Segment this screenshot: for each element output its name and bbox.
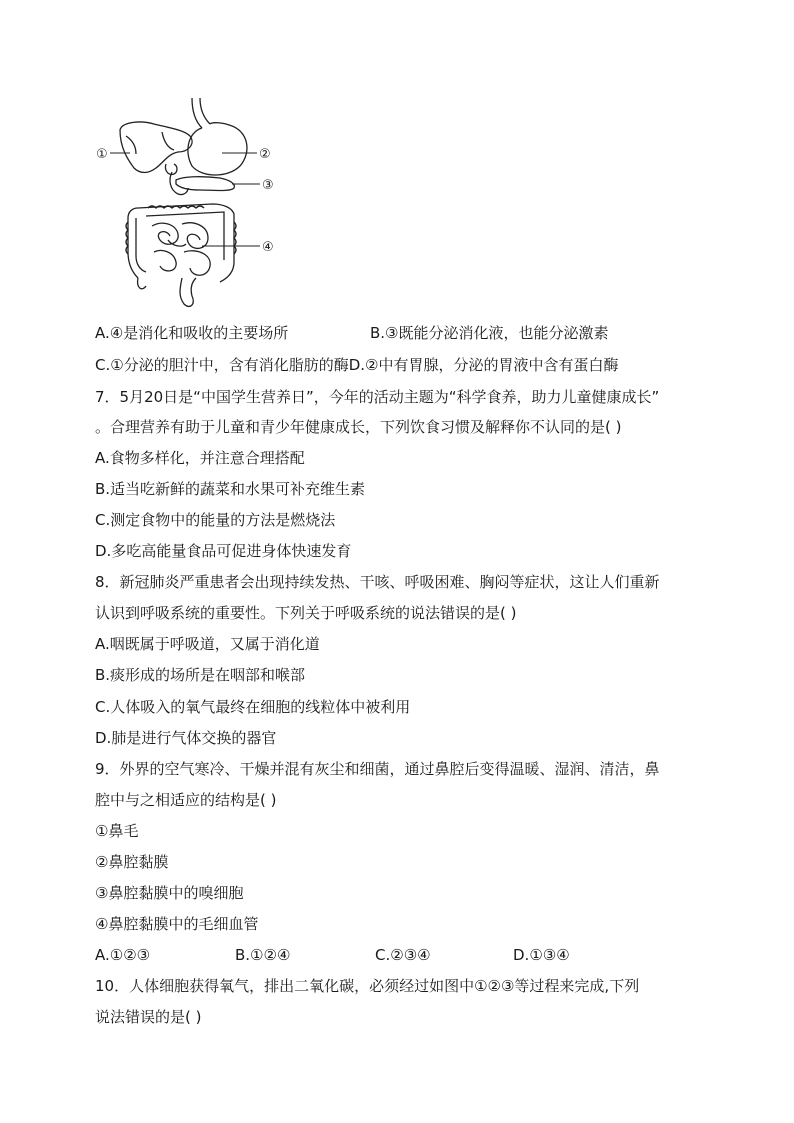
q9-option-c[interactable]: C.②③④: [375, 946, 431, 964]
q6-options-row-1: [95, 323, 609, 343]
q6-option-a[interactable]: A.④是消化和吸收的主要场所: [95, 324, 289, 342]
q7-option-a[interactable]: A.食物多样化，并注意合理搭配: [95, 449, 305, 467]
q7-stem-line-2: 。合理营养有助于儿童和青少年健康成长，下列饮食习惯及解释你不认同的是( ): [95, 418, 622, 436]
q8-option-a[interactable]: A.咽既属于呼吸道，又属于消化道: [95, 635, 320, 653]
q6-option-b[interactable]: B.③既能分泌消化液，也能分泌激素: [370, 324, 609, 342]
q9-item-2: ②鼻腔黏膜: [95, 853, 169, 871]
q6-option-d[interactable]: D.②中有胃腺，分泌的胃液中含有蛋白酶: [348, 356, 619, 374]
q9-option-b[interactable]: B.①②④: [235, 946, 291, 964]
q9-stem-line-2: 腔中与之相适应的结构是( ): [95, 791, 277, 809]
q10-stem-line-2: 说法错误的是( ): [95, 1008, 202, 1026]
q9-options-row: [95, 945, 570, 965]
q7-option-c[interactable]: C.测定食物中的能量的方法是燃烧法: [95, 511, 336, 529]
q9-option-a[interactable]: A.①②③: [95, 946, 151, 964]
q8-option-c[interactable]: C.人体吸入的氧气最终在细胞的线粒体中被利用: [95, 698, 411, 716]
q9-option-d[interactable]: D.①③④: [513, 946, 570, 964]
digestive-organs-drawing: [120, 98, 247, 306]
q9-item-4: ④鼻腔黏膜中的毛细血管: [95, 915, 259, 933]
q9-item-1: ①鼻毛: [95, 822, 139, 840]
q7-option-b[interactable]: B.适当吃新鲜的蔬菜和水果可补充维生素: [95, 480, 366, 498]
q8-option-d[interactable]: D.肺是进行气体交换的器官: [95, 729, 277, 747]
q8-stem-line-1: 8．新冠肺炎严重患者会出现持续发热、干咳、呼吸困难、胸闷等症状，这让人们重新: [95, 573, 660, 591]
q10-stem-line-1: 10．人体细胞获得氧气，排出二氧化碳，必须经过如图中①②③等过程来完成,下列: [95, 977, 640, 995]
q6-options-row-2: [95, 355, 618, 375]
figure-label-1: ①: [96, 147, 108, 162]
figure-label-2: ②: [259, 147, 271, 162]
figure-label-3: ③: [262, 178, 274, 193]
q7-option-d[interactable]: D.多吃高能量食品可促进身体快速发育: [95, 542, 352, 560]
q8-option-b[interactable]: B.痰形成的场所是在咽部和喉部: [95, 666, 306, 684]
q9-stem-line-1: 9．外界的空气寒冷、干燥并混有灰尘和细菌，通过鼻腔后变得温暖、湿润、清洁，鼻: [95, 760, 660, 778]
figure-label-4: ④: [262, 240, 274, 255]
q9-item-3: ③鼻腔黏膜中的嗅细胞: [95, 884, 244, 902]
q6-option-c[interactable]: C.①分泌的胆汁中，含有消化脂肪的酶: [95, 356, 349, 374]
q7-stem-line-1: 7．5月20日是“中国学生营养日”，今年的活动主题为“科学食养，助力儿童健康成长”: [95, 388, 660, 406]
q8-stem-line-2: 认识到呼吸系统的重要性。下列关于呼吸系统的说法错误的是( ): [95, 604, 517, 622]
digestive-system-figure: [92, 92, 292, 314]
